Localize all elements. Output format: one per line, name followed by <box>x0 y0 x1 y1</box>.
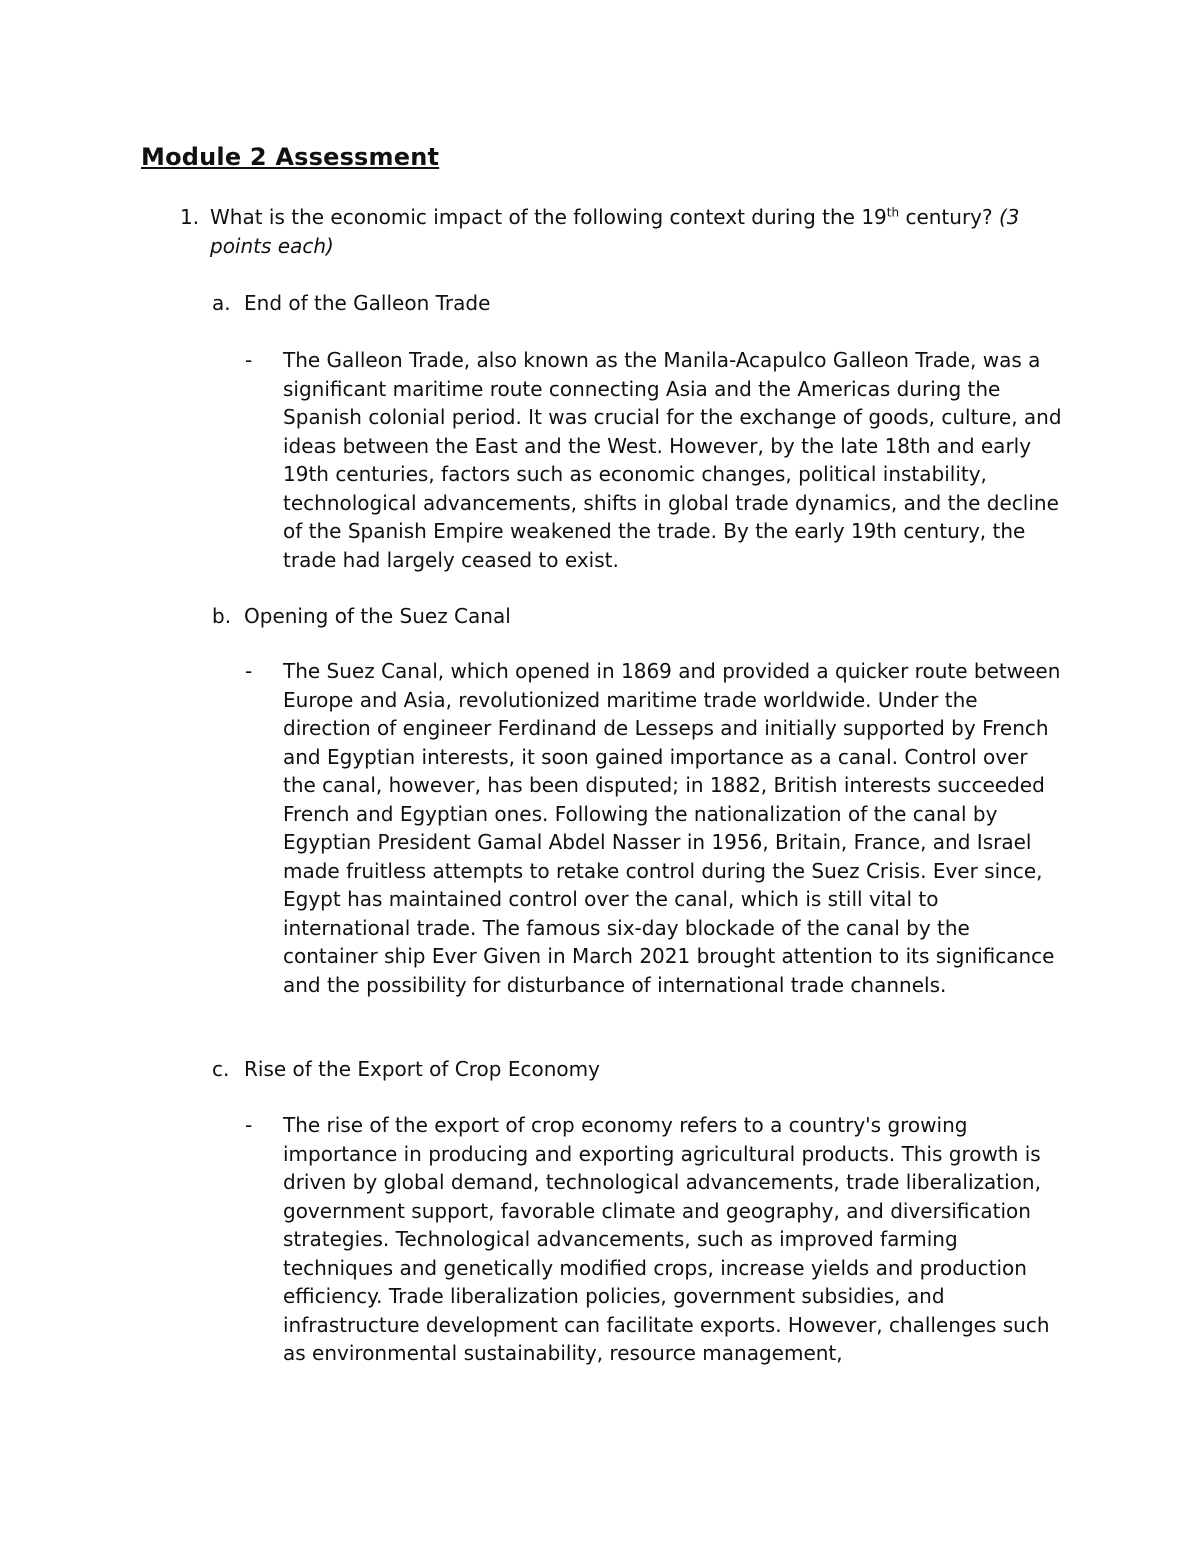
bullet-dash: - <box>245 1113 253 1137</box>
question-text-after: century? <box>899 205 999 229</box>
bullet-dash: - <box>245 348 253 372</box>
subquestion-a-answer <box>245 346 1065 574</box>
document-title: Module 2 Assessment <box>141 143 440 171</box>
subquestion-c-heading <box>212 1055 600 1084</box>
subquestion-b-answer <box>245 657 1065 999</box>
answer-text: The rise of the export of crop economy refers to a country's growing importance in producing and exporting agricultural products. This growth is driven by global demand, technological advancements, trade liberalization, government support, favorable climate and geography, and diversification strategies. Technological advancements, such as improved farming techniques and genetically modified crops, increase yields and production efficiency. Trade liberalization policies, government subsidies, and infrastructure development can facilitate exports. However, challenges such as environmental sustainability, resource management, <box>283 1113 1050 1365</box>
subquestion-title: Rise of the Export of Crop Economy <box>244 1057 600 1081</box>
subquestion-letter: a. <box>212 291 231 315</box>
answer-text: The Suez Canal, which opened in 1869 and provided a quicker route between Europe and Asia, revolutionized maritime trade worldwide. Under the direction of engineer Ferdinand de Lesseps and initially supported by French and Egyptian interests, it soon gained importance as a canal. Control over the canal, however, has been disputed; in 1882, British interests succeeded French and Egyptian ones. Following the nationalization of the canal by Egyptian President Gamal Abdel Nasser in 1956, Britain, France, and Israel made fruitless attempts to retake control during the Suez Crisis. Ever since, Egypt has maintained control over the canal, which is still vital to international trade. The famous six-day blockade of the canal by the container ship Ever Given in March 2021 brought attention to its significance and the possibility for disturbance of international trade channels. <box>283 659 1061 997</box>
subquestion-letter: b. <box>212 604 232 628</box>
bullet-dash: - <box>245 659 253 683</box>
answer-text: The Galleon Trade, also known as the Manila-Acapulco Galleon Trade, was a significant maritime route connecting Asia and the Americas during the Spanish colonial period. It was crucial for the exchange of goods, culture, and ideas between the East and the West. However, by the late 18th and early 19th centuries, factors such as economic changes, political instability, technological advancements, shifts in global trade dynamics, and the decline of the Spanish Empire weakened the trade. By the early 19th century, the trade had largely ceased to exist. <box>283 348 1062 572</box>
question-1 <box>180 203 1060 261</box>
question-number: 1. <box>180 205 200 229</box>
subquestion-b-heading <box>212 602 511 631</box>
subquestion-a-heading <box>212 289 490 318</box>
subquestion-title: Opening of the Suez Canal <box>244 604 511 628</box>
question-text-before: What is the economic impact of the following context during the 19 <box>210 205 887 229</box>
question-points-note: (3 points each) <box>210 205 1020 258</box>
subquestion-c-answer <box>245 1111 1065 1368</box>
question-superscript: th <box>886 205 900 220</box>
question-text <box>210 203 1060 261</box>
subquestion-letter: c. <box>212 1057 230 1081</box>
subquestion-title: End of the Galleon Trade <box>244 291 491 315</box>
